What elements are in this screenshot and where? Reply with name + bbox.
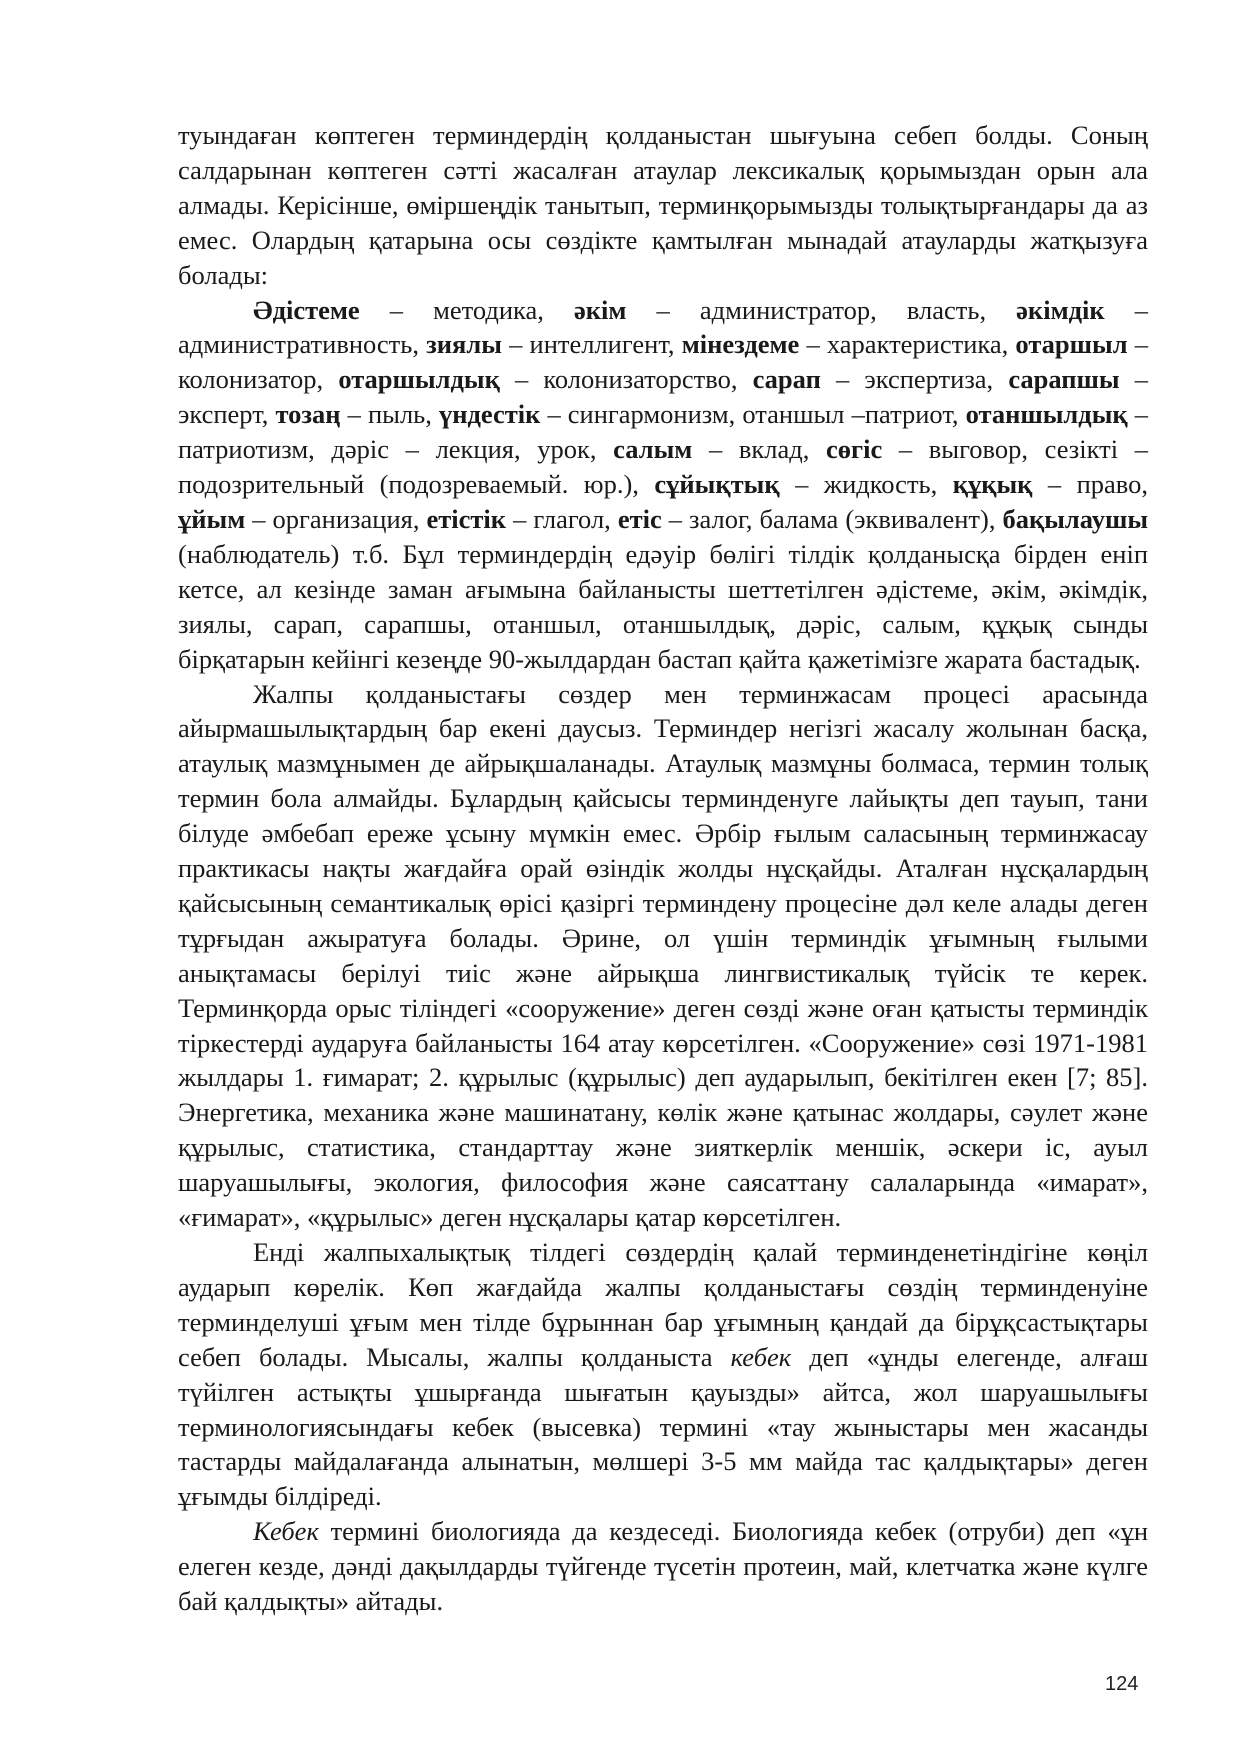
text-run: Енді жалпыхалықтық тілдегі сөздердің қалай терминденетіндігіне көңіл аударып көрелік. Көп жағдайда жалпы қолданыстағы сөздің терминденуіне терминделуші ұғым мен тілде бұрыннан бар ұғымның қандай да бірұқсастықтары себеп болады. Мысалы, жалпы қолданыста <box>178 1237 1148 1372</box>
text-run: – методика, <box>359 294 574 325</box>
text-run: – вклад, <box>692 434 827 465</box>
bold-term: етіс <box>617 503 662 534</box>
paragraph <box>178 1235 1148 1514</box>
text-run: – залог, балама (эквивалент), <box>661 503 1003 534</box>
bold-term: отаншылдық <box>965 399 1128 430</box>
paragraph <box>178 118 1148 293</box>
bold-term: әкімдік <box>1016 294 1105 325</box>
text-run: – администратор, власть, <box>626 294 1017 325</box>
text-run: – пыль, <box>340 399 439 430</box>
text-run: – патриотизм, дәріс – лекция, урок, <box>178 399 1148 465</box>
paragraph <box>178 293 1148 677</box>
paragraph <box>178 1514 1148 1619</box>
bold-term: сұйықтық <box>654 469 780 500</box>
text-run: – интеллигент, <box>501 329 682 360</box>
bold-term: отаршылдық <box>338 364 500 395</box>
bold-term: ұйым <box>178 503 246 534</box>
bold-term: сарап <box>752 364 821 395</box>
text-run: – административность, <box>178 294 1148 360</box>
text-run: термині биологияда да кездеседі. Биологияда кебек (отруби) деп «ұн елеген кезде, дәнді дақылдарды түйгенде түсетін протеин, май, клетчатка және күлге бай қалдықты» айтады. <box>178 1516 1148 1617</box>
document-body <box>178 118 1148 1619</box>
bold-term: үндестік <box>438 399 541 430</box>
text-run: – жидкость, <box>779 469 953 500</box>
text-run: – эксперт, <box>178 364 1149 430</box>
text-run: – характеристика, <box>799 329 1016 360</box>
text-run: деп «ұнды елегенде, алғаш түйілген астықты ұшырғанда шығатын қауызды» айтса, жол шаруашылығы терминологиясындағы кебек (высевка) термині «тау жыныстары мен жасанды тастарды майдалағанда алынатын, мөлшері 3-5 мм майда тас қалдықтары» деген ұғымды білдіреді. <box>178 1341 1148 1512</box>
text-run: (наблюдатель) т.б. Бұл терминдердің едәуір бөлігі тілдік қолданысқа бірден еніп кетсе, ал кезінде заман ағымына байланысты шеттетілген әдістеме, әкім, әкімдік, зиялы, сарап, сарапшы, отаншыл, отаншылдық, дәріс, салым, құқық сынды бірқатарын кейінгі кезеңде 90-жылдардан бастап қайта қажетімізге жарата бастадық. <box>178 538 1148 674</box>
text-run: – сингармонизм, отаншыл –патриот, <box>540 399 966 430</box>
text-run: – колонизаторство, <box>499 364 753 395</box>
bold-term: Әдістеме <box>253 294 360 325</box>
bold-term: салым <box>613 434 693 465</box>
italic-term: кебек <box>730 1341 792 1372</box>
bold-term: мінездеме <box>681 329 800 360</box>
text-run: – глагол, <box>506 503 618 534</box>
bold-term: тозаң <box>275 399 341 430</box>
bold-term: отаршыл <box>1015 329 1128 360</box>
bold-term: етістік <box>426 503 507 534</box>
text-run: – колонизатор, <box>178 329 1149 395</box>
bold-term: сарапшы <box>1008 364 1120 395</box>
text-run: Жалпы қолданыстағы сөздер мен терминжасам процесі арасында айырмашылықтардың бар екені даусыз. Терминдер негізгі жасалу жолынан басқа, атаулық мазмұнымен де айрықшаланады. Атаулық мазмұны болмаса, термин толық термин бола алмайды. Бұлардың қайсысы терминденуге лайықты деп тауып, тани білуде әмбебап ереже ұсыну мүмкін емес. Әрбір ғылым саласының терминжасау практикасы нақты жағдайға орай өзіндік жолды нұсқайды. Аталған нұсқалардың қайсысының семантикалық өрісі қазіргі терминдену процесіне дәл келе алады деген тұрғыдан ажыратуға болады. Әрине, ол үшін терминдік ұғымның ғылыми анықтамасы берілуі тиіс және айрықша лингвистикалық түйсік те керек. Терминқорда орыс тіліндегі «сооружение» деген сөзді және оған қатысты терминдік тіркестерді аударуға байланысты 164 атау көрсетілген. «Сооружение» сөзі 1971-1981 жылдары 1. ғимарат; 2. құрылыс (құрылыс) деп аударылып, бекітілген екен [7; 85]. Энергетика, механика және машинатану, көлік және қатынас жолдары, сәулет және құрылыс, статистика, стандарттау және зияткерлік меншік, әскери іс, ауыл шаруашылығы, экология, философия және саясаттану салаларында «имарат», «ғимарат», «құрылыс» деген нұсқалары қатар көрсетілген. <box>178 678 1148 1233</box>
text-run: – экспертиза, <box>820 364 1009 395</box>
page-number: 124 <box>1105 1673 1139 1695</box>
bold-term: әкім <box>574 294 627 325</box>
text-run: – право, <box>1032 469 1148 500</box>
text-run: – выговор, сезікті – подозрительный (подозреваемый. юр.), <box>178 434 1149 500</box>
bold-term: бақылаушы <box>1002 503 1149 534</box>
paragraph <box>178 677 1148 1236</box>
italic-term: Кебек <box>253 1516 319 1547</box>
text-run: туындаған көптеген терминдердің қолданыстан шығуына себеп болды. Соның салдарынан көптеген сәтті жасалған атаулар лексикалық қорымыздан орын ала алмады. Керісінше, өміршеңдік танытып, терминқорымызды толықтырғандары да аз емес. Олардың қатарына осы сөздікте қамтылған мынадай атауларды жатқызуға болады: <box>178 120 1148 290</box>
bold-term: құқық <box>952 469 1033 500</box>
text-run: – организация, <box>245 503 427 534</box>
bold-term: зиялы <box>426 329 502 360</box>
bold-term: сөгіс <box>826 434 883 465</box>
